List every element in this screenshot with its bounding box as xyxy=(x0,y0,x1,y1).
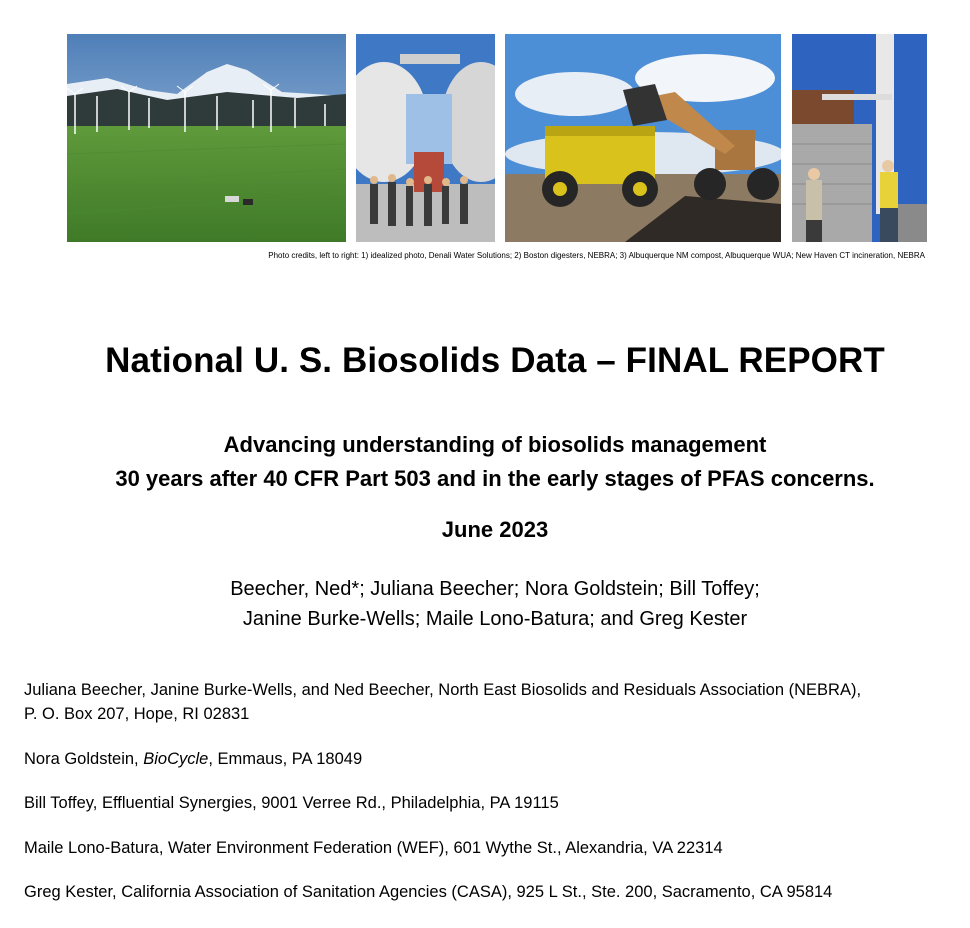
affiliation-toffey: Bill Toffey, Effluential Synergies, 9001 Verree Rd., Philadelphia, PA 19115 xyxy=(24,794,559,812)
affiliation-biocycle-name: Nora Goldstein, xyxy=(24,750,144,768)
author-list xyxy=(0,574,970,634)
report-date: June 2023 xyxy=(441,517,549,542)
incineration-photo xyxy=(792,34,927,242)
affiliation-wef: Maile Lono-Batura, Water Environment Federation (WEF), 601 Wythe St., Alexandria, VA 22314 xyxy=(24,839,723,857)
subtitle-line-2: 30 years after 40 CFR Part 503 and in the early stages of PFAS concerns. xyxy=(115,466,875,491)
report-subtitle xyxy=(0,428,970,496)
digesters-photo xyxy=(356,34,495,242)
affiliation-casa: Greg Kester, California Association of Sanitation Agencies (CASA), 925 L St., Ste. 200, Sacramento, CA 95814 xyxy=(24,883,833,901)
subtitle-line-1: Advancing understanding of biosolids management xyxy=(223,432,767,457)
affiliation-nebra-line-1: Juliana Beecher, Janine Burke-Wells, and Ned Beecher, North East Biosolids and Residuals Association (NEBRA), xyxy=(24,681,862,699)
affiliation-biocycle-org: BioCycle xyxy=(143,750,209,768)
affiliation-biocycle xyxy=(24,747,954,771)
photo-credits: Photo credits, left to right: 1) idealized photo, Denali Water Solutions; 2) Boston digesters, NEBRA; 3) Albuquerque NM compost, Albuquerque WUA; New Haven CT incineration, NEBRA xyxy=(268,251,925,260)
authors-line-1: Beecher, Ned*; Juliana Beecher; Nora Goldstein; Bill Toffey; xyxy=(230,578,760,600)
affiliation-nebra-line-2: P. O. Box 207, Hope, RI 02831 xyxy=(24,705,250,723)
wind-farm-photo xyxy=(67,34,346,242)
report-title: National U. S. Biosolids Data – FINAL REPORT xyxy=(105,341,885,380)
authors-line-2: Janine Burke-Wells; Maile Lono-Batura; and Greg Kester xyxy=(242,608,748,630)
affiliation-biocycle-rest: , Emmaus, PA 18049 xyxy=(208,750,363,768)
compost-photo xyxy=(505,34,781,242)
affiliation-nebra xyxy=(24,678,954,726)
